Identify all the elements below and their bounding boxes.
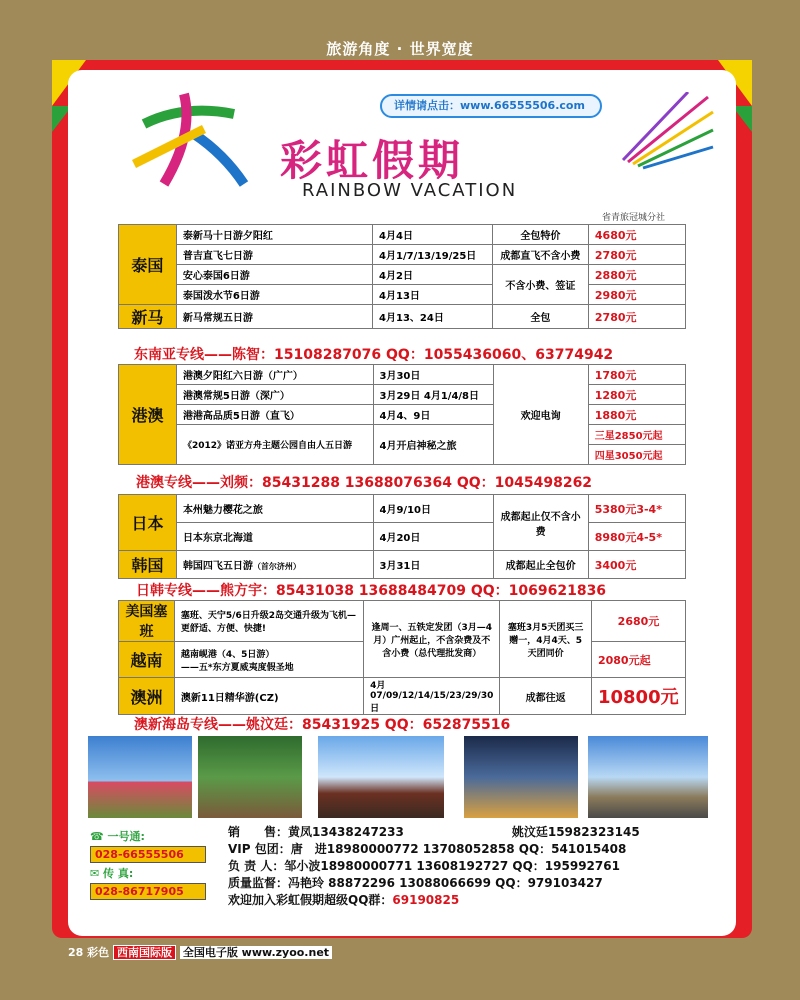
departure-date: 逢周一、五铁定发团（3月—4月）广州起止，不含杂费及不含小费（总代理批发商） [364, 601, 500, 678]
brand-name-cn: 彩虹假期 [280, 136, 465, 185]
table-row[interactable] [119, 601, 686, 642]
fax-number: 028-86717905 [90, 883, 206, 900]
note-cell: 全包 [492, 305, 588, 329]
region-cell: 韩国 [119, 551, 177, 579]
price-cell: 5380元3-4* [588, 495, 685, 523]
product-name: 塞班、天宁5/6日升级2岛交通升级为飞机—更舒适、方便、快捷! [174, 601, 363, 642]
table-row[interactable] [119, 495, 686, 523]
staff-row: 负 责 人：邹小波18980000771 13608192727 QQ：195992761 [228, 859, 620, 873]
departure-date: 3月30日 [373, 365, 493, 385]
product-name-cell [176, 551, 373, 579]
city-skyline-photo [464, 736, 578, 818]
page-number: 28 彩色 [68, 946, 110, 959]
departure-date: 4月2日 [373, 265, 493, 285]
staff-row: 质量监督：冯艳玲 88872296 13088066699 QQ：979103427 [228, 876, 603, 890]
qq-group-number[interactable]: 69190825 [392, 893, 460, 907]
table-row[interactable] [119, 425, 686, 445]
note-cell: 塞班3月5天团买三赠一，4月4天、5天团同价 [500, 601, 592, 678]
hotline-label-text: 一号通: [107, 830, 145, 843]
rainbow-star-logo-icon [124, 84, 254, 194]
table-row[interactable] [119, 365, 686, 385]
website-link[interactable] [380, 94, 602, 118]
product-subtitle: （首尔济州） [252, 562, 301, 571]
departure-date: 4月07/09/12/14/15/23/29/30日 [364, 678, 500, 715]
edition-url[interactable]: 全国电子版 www.zyoo.net [180, 946, 332, 959]
note-cell: 成都往返 [500, 678, 592, 715]
note-cell: 成都起止仅不含小费 [493, 495, 588, 551]
jk-routes-table [118, 494, 686, 579]
price-cell: 2080元起 [591, 642, 685, 678]
product-name: 港澳常规5日游（深广） [176, 385, 373, 405]
photo-strip [88, 736, 708, 820]
other-routes-table [118, 600, 686, 715]
price-cell: 四星3050元起 [588, 445, 685, 465]
contact-line-au: 澳新海岛专线——姚汶廷：85431925 QQ：652875516 [134, 717, 511, 733]
product-name: 越南岘港（4、5日游） [180, 649, 275, 660]
product-name: 普吉直飞七日游 [176, 245, 372, 265]
table-row[interactable] [119, 551, 686, 579]
price-cell: 1780元 [588, 365, 685, 385]
note-cell: 成都直飞不含小费 [492, 245, 588, 265]
product-name: 韩国四飞五日游 [182, 561, 253, 572]
staff-row: 销 售：黄凤13438247233 姚汶廷15982323145 [228, 825, 640, 839]
region-cell: 澳洲 [119, 678, 175, 715]
fax-label: ✉ 传 真: [90, 867, 134, 880]
product-name: 日本东京北海道 [176, 523, 373, 551]
price-cell: 2980元 [588, 285, 685, 305]
product-name: 安心泰国6日游 [176, 265, 372, 285]
price-cell: 2780元 [588, 245, 685, 265]
page-footer [68, 944, 332, 960]
note-cell: 成都起止全包价 [493, 551, 588, 579]
product-name: 新马常规五日游 [176, 305, 372, 329]
product-name: 港澳夕阳红六日游（广广） [176, 365, 373, 385]
departure-date: 4月13日 [373, 285, 493, 305]
table-row[interactable] [119, 405, 686, 425]
table-row[interactable] [119, 523, 686, 551]
rainbow-burst-icon [618, 92, 718, 172]
top-banner [0, 0, 800, 58]
hotline-block [90, 826, 210, 900]
price-cell: 2780元 [588, 305, 685, 329]
departure-date: 3月29日 4月1/4/8日 [373, 385, 493, 405]
temple-photo [318, 736, 444, 818]
staff-contacts [228, 824, 640, 909]
table-row[interactable] [119, 305, 686, 329]
price-cell: 4680元 [588, 225, 685, 245]
departure-date: 4月4日 [373, 225, 493, 245]
website-url[interactable]: www.66555506.com [460, 99, 585, 112]
staff-row: VIP 包团：唐 进18980000772 13708052858 QQ：541015408 [228, 842, 627, 856]
contact-line-hk: 港澳专线——刘频：85431288 13688076364 QQ：1045498262 [136, 475, 593, 491]
price-cell: 10800元 [591, 678, 685, 715]
garden-photo [198, 736, 302, 818]
fax-label-text: 传 真: [103, 867, 134, 880]
sea-routes-table [118, 224, 686, 329]
palace-photo [588, 736, 708, 818]
hotline-number[interactable]: 028-66555506 [90, 846, 206, 863]
table-row[interactable] [119, 265, 686, 285]
note-cell: 欢迎电询 [493, 365, 588, 465]
region-cell: 港澳 [119, 365, 177, 465]
price-cell: 2880元 [588, 265, 685, 285]
departure-date: 4月1/7/13/19/25日 [373, 245, 493, 265]
region-cell: 美国塞班 [119, 601, 175, 642]
table-row[interactable] [119, 678, 686, 715]
price-cell: 1880元 [588, 405, 685, 425]
price-cell: 3400元 [588, 551, 685, 579]
qq-group-row [228, 892, 640, 909]
departure-date: 4月9/10日 [373, 495, 493, 523]
product-subtitle: ——五*东方夏威夷度假圣地 [180, 662, 294, 673]
table-row[interactable] [119, 245, 686, 265]
product-name: 港港高品质5日游（直飞） [176, 405, 373, 425]
qq-group-label: 欢迎加入彩虹假期超级QQ群： [228, 893, 393, 907]
departure-date: 4月20日 [373, 523, 493, 551]
product-name: 本州魅力樱花之旅 [176, 495, 373, 523]
hk-routes-table [118, 364, 686, 465]
product-name: 澳新11日精华游(CZ) [174, 678, 363, 715]
product-name: 泰国泼水节6日游 [176, 285, 372, 305]
table-row[interactable] [119, 385, 686, 405]
note-cell: 不含小费、签证 [492, 265, 588, 305]
product-name: 泰新马十日游夕阳红 [176, 225, 372, 245]
note-cell: 全包特价 [492, 225, 588, 245]
website-label: 详情请点击： [394, 99, 460, 112]
table-row[interactable] [119, 285, 686, 305]
slogan: 旅游角度 · 世界宽度 [326, 40, 474, 58]
price-cell: 8980元4-5* [588, 523, 685, 551]
table-row[interactable] [119, 225, 686, 245]
price-cell: 三星2850元起 [588, 425, 685, 445]
region-cell: 泰国 [119, 225, 177, 305]
departure-date: 4月4、9日 [373, 405, 493, 425]
departure-date: 3月31日 [373, 551, 493, 579]
departure-date: 4月13、24日 [373, 305, 493, 329]
product-name: 《2012》诺亚方舟主题公园自由人五日游 [176, 425, 373, 465]
price-cell: 2680元 [591, 601, 685, 642]
beach-photo [88, 736, 192, 818]
region-cell: 新马 [119, 305, 177, 329]
magazine-name: 西南国际版 [113, 945, 176, 960]
region-cell: 日本 [119, 495, 177, 551]
brand-name-en: RAINBOW VACATION [302, 180, 518, 201]
product-name-cell [174, 642, 363, 678]
contact-line-jk: 日韩专线——熊方宇：85431038 13688484709 QQ：1069621836 [136, 583, 607, 599]
departure-date: 4月开启神秘之旅 [373, 425, 493, 465]
contact-line-sea: 东南亚专线——陈智：15108287076 QQ：1055436060、63774942 [134, 347, 614, 363]
region-cell: 越南 [119, 642, 175, 678]
hotline-label: ☎ 一号通: [90, 830, 145, 843]
branch-name: 省青旅冠城分社 [602, 213, 666, 223]
price-cell: 1280元 [588, 385, 685, 405]
